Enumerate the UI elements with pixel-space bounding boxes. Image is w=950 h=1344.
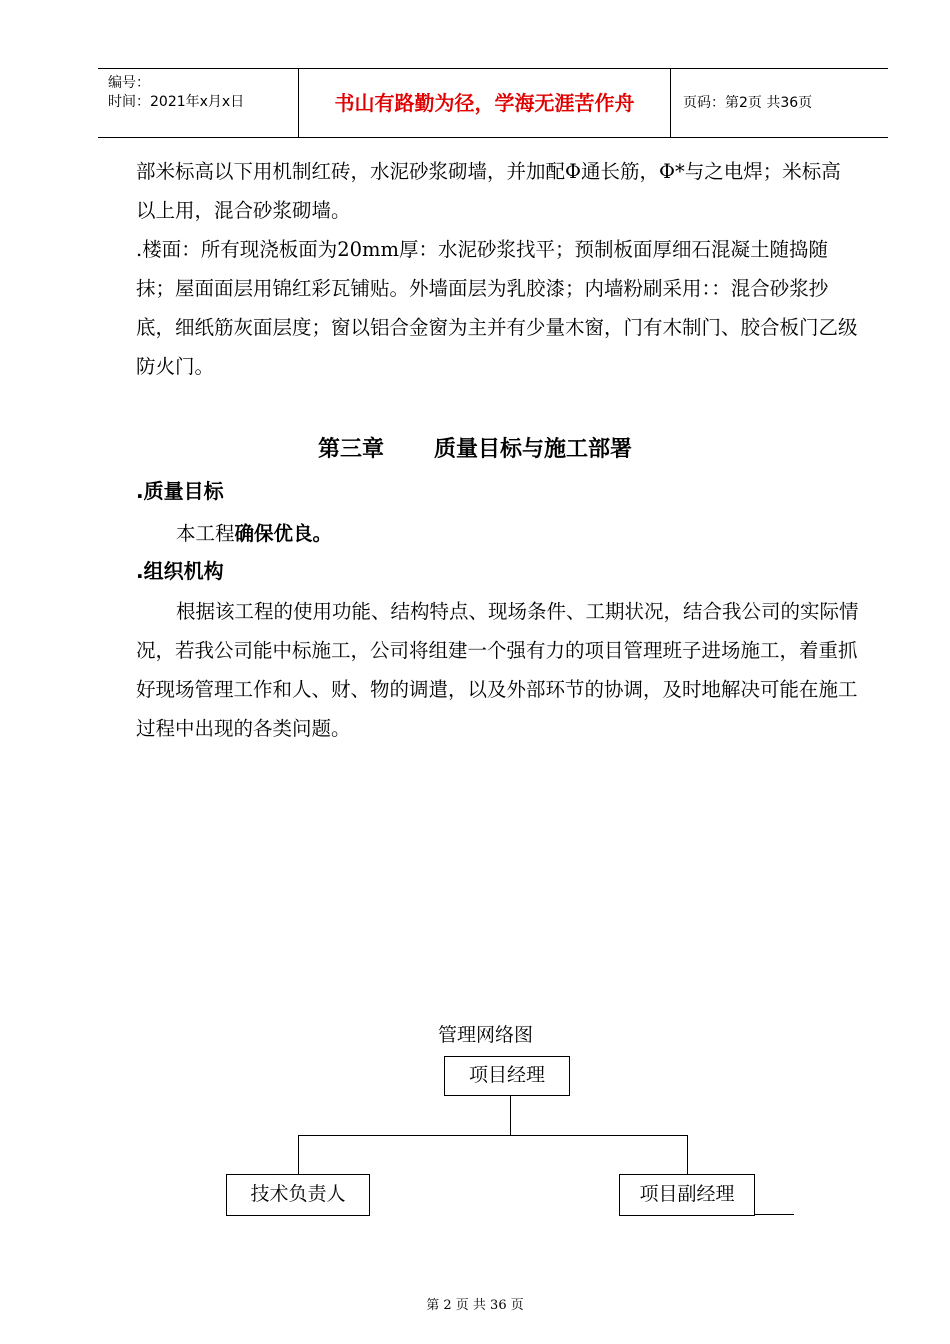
code-label: 编号： xyxy=(108,75,150,91)
org-node-left: 技术负责人 xyxy=(226,1174,370,1216)
quality-statement xyxy=(136,514,860,553)
section-quality xyxy=(136,472,860,511)
page-footer: 第 2 页 共 36 页 xyxy=(426,1298,524,1313)
time-label: 时间：2021年x月x日 xyxy=(108,94,245,110)
paragraph-floors xyxy=(136,230,860,386)
paragraph-organization xyxy=(136,592,860,748)
header-motto: 书山有路勤为径，学海无涯苦作舟 xyxy=(299,69,671,137)
org-connector xyxy=(298,1135,688,1136)
paragraph-text: 部米标高以下用机制红砖，水泥砂浆砌墙，并加配Φ通长筋，Φ*与之电焊；米标高以上用，混合砂浆砌墙。 xyxy=(136,160,841,222)
chapter-number: 第三章 xyxy=(317,437,384,462)
org-node-right: 项目副经理 xyxy=(619,1174,755,1216)
org-connector xyxy=(754,1214,794,1215)
chapter-heading xyxy=(0,432,950,463)
org-connector xyxy=(298,1135,299,1175)
quality-goal: 确保优良。 xyxy=(234,522,333,545)
section-organization xyxy=(136,552,860,591)
paragraph-text: .楼面：所有现浇板面为20mm厚：水泥砂浆找平；预制板面厚细石混凝土随捣随抹；屋面面层用锦红彩瓦铺贴。外墙面层为乳胶漆；内墙粉刷采用：：混合砂浆抄底，细纸筋灰面层度；窗以铝合金窗为主并有少量木窗，门有木制门、胶合板门乙级防火门。 xyxy=(136,238,858,378)
chapter-title: 质量目标与施工部署 xyxy=(434,437,633,462)
org-connector xyxy=(510,1096,511,1136)
section-heading: .组织机构 xyxy=(136,559,224,583)
paragraph-text: 根据该工程的使用功能、结构特点、现场条件、工期状况，结合我公司的实际情况，若我公司能中标施工，公司将组建一个强有力的项目管理班子进场施工，着重抓好现场管理工作和人、财、物的调遣，以及外部环节的协调，及时地解决可能在施工过程中出现的各类问题。 xyxy=(136,600,859,740)
org-node-root: 项目经理 xyxy=(444,1056,570,1096)
header-page-info: 页码：第2页 共36页 xyxy=(683,95,813,111)
org-connector xyxy=(687,1135,688,1175)
page-header xyxy=(98,68,888,138)
header-meta xyxy=(98,69,299,137)
quality-prefix: 本工程 xyxy=(176,522,235,545)
org-chart-title: 管理网络图 xyxy=(438,1024,534,1046)
section-heading: .质量目标 xyxy=(136,479,224,503)
paragraph-walls xyxy=(136,152,860,230)
